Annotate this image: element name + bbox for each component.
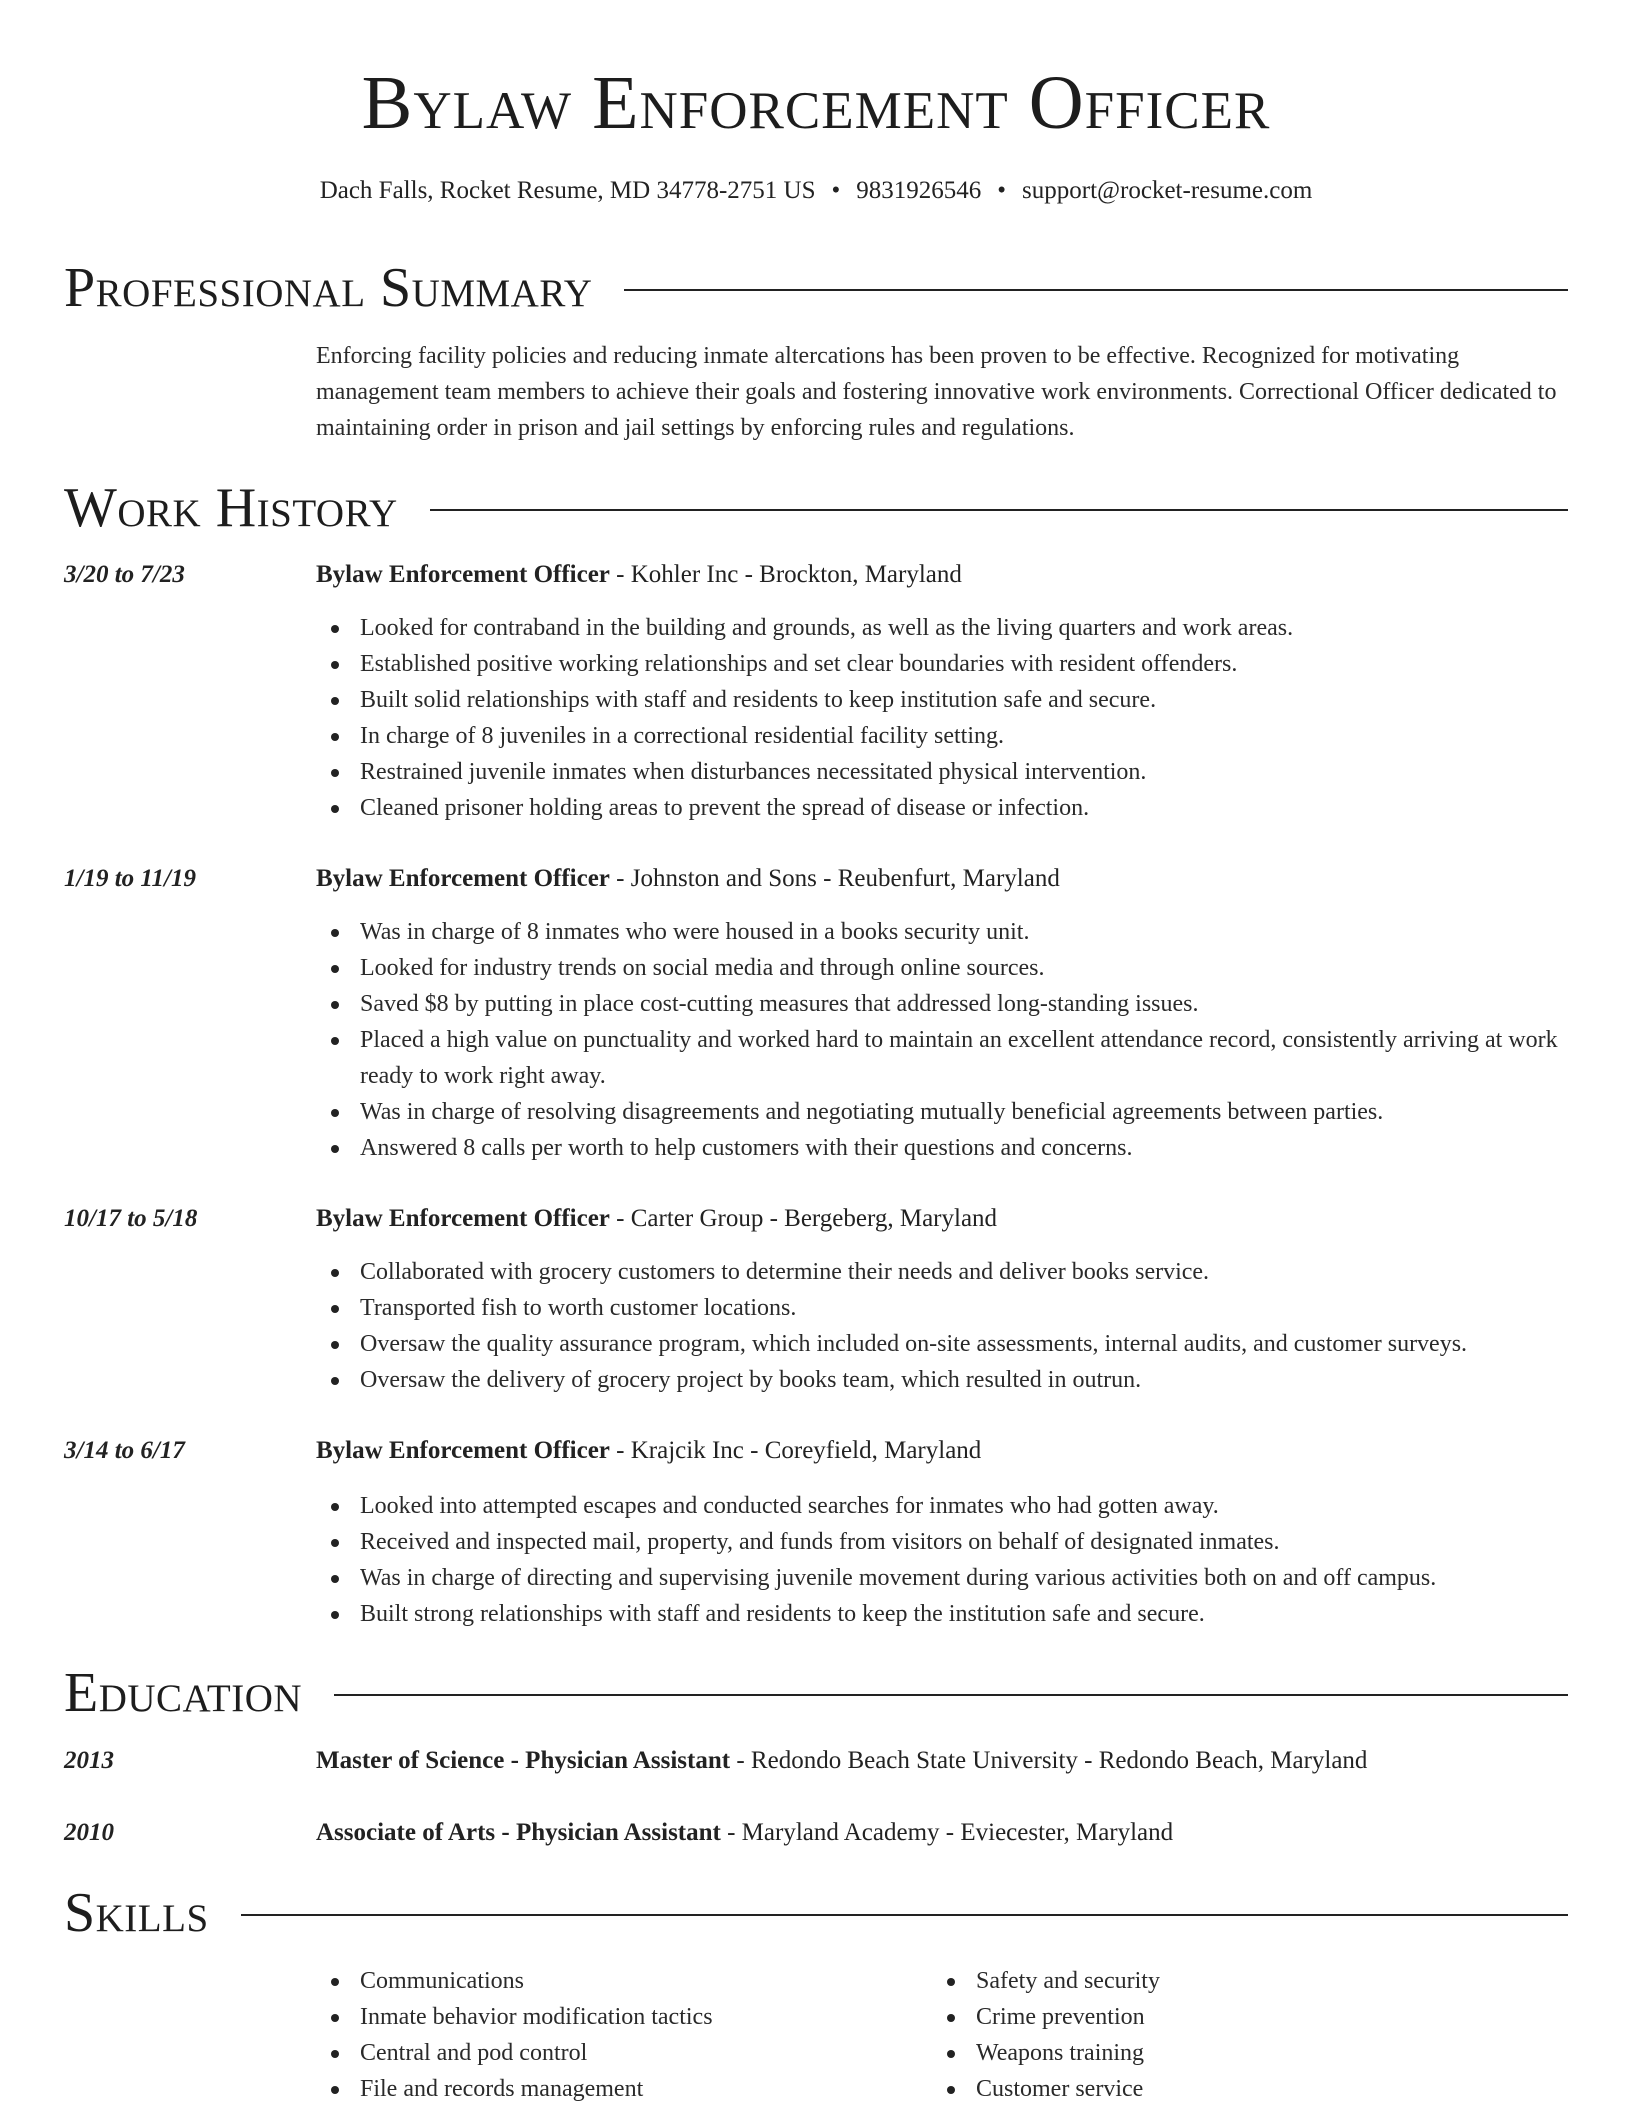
list-item: File and records management (316, 2071, 916, 2107)
education-year: 2013 (64, 1747, 114, 1774)
list-item: Cleaned prisoner holding areas to prevent the spread of disease or infection. (316, 790, 1572, 826)
list-item: Was in charge of directing and supervising juvenile movement during various activities both on and off campus. (316, 1560, 1572, 1596)
section-heading-work-history (64, 475, 1568, 541)
education-degree: Associate of Arts - Physician Assistant (316, 1819, 721, 1846)
list-item: Was in charge of 8 inmates who were housed in a books security unit. (316, 914, 1572, 950)
section-heading-skills (64, 1880, 1568, 1946)
job-dates: 3/14 to 6/17 (64, 1437, 185, 1464)
education-details: - Maryland Academy - Eviecester, Maryland (720, 1819, 1174, 1846)
job-details: - Johnston and Sons - Reubenfurt, Maryland (609, 865, 1060, 892)
list-item: Inmate behavior modification tactics (316, 1999, 916, 2035)
list-item: Communications (316, 1963, 916, 1999)
section-heading-label: Work History (64, 477, 398, 539)
section-divider (430, 509, 1568, 511)
list-item: Collaborated with grocery customers to determine their needs and deliver books service. (316, 1254, 1572, 1290)
list-item: Looked for contraband in the building and grounds, as well as the living quarters and work areas. (316, 610, 1572, 646)
contact-separator: • (831, 177, 841, 204)
section-heading-summary (64, 255, 1568, 321)
list-item: In charge of 8 juveniles in a correctional residential facility setting. (316, 718, 1572, 754)
job-details: - Krajcik Inc - Coreyfield, Maryland (609, 1437, 982, 1464)
job-title: Bylaw Enforcement Officer (316, 865, 610, 892)
job-dates: 3/20 to 7/23 (64, 561, 185, 588)
job-dates: 10/17 to 5/18 (64, 1205, 198, 1232)
list-item: Received and inspected mail, property, and funds from visitors on behalf of designated inmates. (316, 1524, 1572, 1560)
list-item: Customer service (932, 2071, 1532, 2107)
job-title: Bylaw Enforcement Officer (316, 1205, 610, 1232)
job-bullets (316, 1254, 1572, 1398)
list-item: Crime prevention (932, 1999, 1532, 2035)
contact-phone: 9831926546 (856, 177, 982, 204)
job-bullets (316, 1488, 1572, 1632)
list-item: Restrained juvenile inmates when disturbances necessitated physical intervention. (316, 754, 1572, 790)
list-item: Established positive working relationships and set clear boundaries with resident offenders. (316, 646, 1572, 682)
list-item: Built strong relationships with staff and residents to keep the institution safe and secure. (316, 1596, 1572, 1632)
list-item: Central and pod control (316, 2035, 916, 2071)
job-heading (316, 1202, 1572, 1236)
job-heading (316, 1434, 1572, 1468)
section-divider (624, 289, 1568, 291)
list-item: Oversaw the quality assurance program, which included on-site assessments, internal audits, and customer surveys. (316, 1326, 1572, 1362)
list-item: Weapons training (932, 2035, 1532, 2071)
list-item: Oversaw the delivery of grocery project by books team, which resulted in outrun. (316, 1362, 1572, 1398)
job-heading (316, 862, 1572, 896)
list-item: Safety and security (932, 1963, 1532, 1999)
section-divider (334, 1694, 1568, 1696)
list-item: Built solid relationships with staff and residents to keep institution safe and secure. (316, 682, 1572, 718)
job-title: Bylaw Enforcement Officer (316, 561, 610, 588)
resume-title: Bylaw Enforcement Officer (361, 61, 1271, 145)
section-heading-education (64, 1660, 1568, 1726)
contact-separator: • (997, 177, 1007, 204)
job-dates: 1/19 to 11/19 (64, 865, 196, 892)
education-year: 2010 (64, 1819, 114, 1846)
list-item: Placed a high value on punctuality and worked hard to maintain an excellent attendance record, consistently arriving at work ready to work right away. (316, 1022, 1572, 1094)
section-heading-label: Skills (64, 1882, 209, 1944)
education-entry (316, 1816, 1572, 1850)
contact-address: Dach Falls, Rocket Resume, MD 34778-2751 US (319, 177, 816, 204)
list-item: Was in charge of resolving disagreements and negotiating mutually beneficial agreements between parties. (316, 1094, 1572, 1130)
education-details: - Redondo Beach State University - Redondo Beach, Maryland (730, 1747, 1368, 1774)
summary-text: Enforcing facility policies and reducing inmate altercations has been proven to be effective. Recognized for motivating management team members to achieve their goals and fostering innovative work environments. Correctional Officer dedicated to maintaining order in prison and jail settings by enforcing rules and regulations. (316, 343, 1557, 441)
list-item: Saved $8 by putting in place cost-cutting measures that addressed long-standing issues. (316, 986, 1572, 1022)
education-entry (316, 1744, 1572, 1778)
section-heading-label: Professional Summary (64, 257, 593, 319)
list-item: Looked for industry trends on social media and through online sources. (316, 950, 1572, 986)
skills-list-right (932, 1963, 1532, 2107)
contact-email: support@rocket-resume.com (1022, 177, 1313, 204)
contact-line (0, 174, 1632, 208)
job-title: Bylaw Enforcement Officer (316, 1437, 610, 1464)
skills-list-left (316, 1963, 916, 2107)
section-heading-label: Education (64, 1662, 303, 1724)
job-details: - Carter Group - Bergeberg, Maryland (609, 1205, 998, 1232)
education-degree: Master of Science - Physician Assistant (316, 1747, 731, 1774)
job-details: - Kohler Inc - Brockton, Maryland (609, 561, 962, 588)
list-item: Transported fish to worth customer locations. (316, 1290, 1572, 1326)
job-heading (316, 558, 1572, 592)
section-divider (241, 1914, 1568, 1916)
list-item: Answered 8 calls per worth to help customers with their questions and concerns. (316, 1130, 1572, 1166)
list-item: Looked into attempted escapes and conducted searches for inmates who had gotten away. (316, 1488, 1572, 1524)
job-bullets (316, 610, 1572, 826)
job-bullets (316, 914, 1572, 1166)
